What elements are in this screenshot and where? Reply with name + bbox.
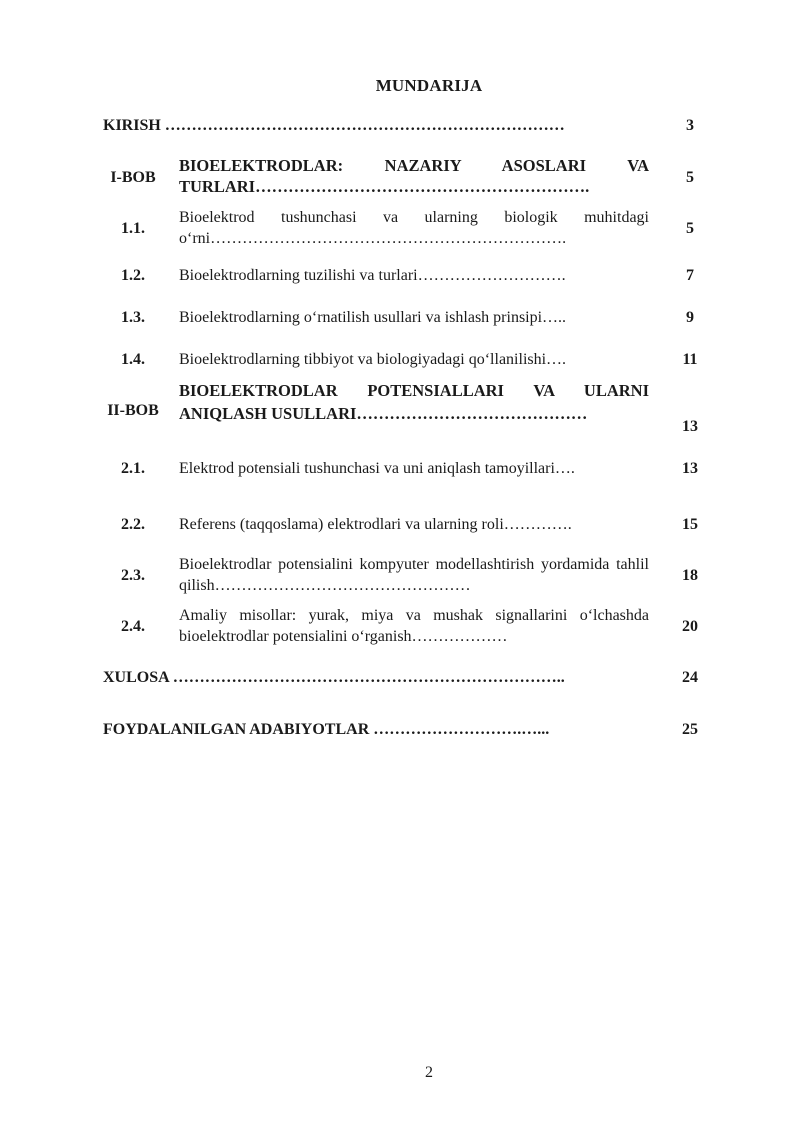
toc-entry-page: 13	[682, 418, 698, 435]
toc-entry-text: Referens (taqqoslama) elektrodlari va ularning roli………….	[179, 516, 572, 533]
toc-entry-page: 7	[686, 267, 694, 284]
toc-entry-text: BIOELEKTRODLAR POTENSIALLARI VA ULARNI ANIQLASH USULLARI……………………………………	[179, 381, 649, 423]
toc-entry-text: Amaliy misollar: yurak, miya va mushak signallarini o‘lchashda bioelektrodlar potensialini o‘rganish………………	[179, 607, 649, 645]
page-number: 2	[425, 1064, 433, 1081]
toc-entry-number: 1.2.	[121, 267, 145, 284]
toc-entry-page: 15	[682, 516, 698, 533]
toc-entry-page: 5	[686, 169, 694, 186]
toc-entry-page: 24	[682, 669, 698, 686]
toc-entry-number: 1.1.	[121, 220, 145, 237]
toc-entry-text: Bioelektrodlarning tuzilishi va turlari……………………….	[179, 267, 566, 284]
toc-entry-number: 1.3.	[121, 309, 145, 326]
toc-entry-page: 13	[682, 460, 698, 477]
toc-entry-text: Bioelektrodlarning o‘rnatilish usullari va ishlash prinsipi…..	[179, 309, 567, 326]
toc-entry-text: BIOELEKTRODLAR: NAZARIY ASOSLARI VA TURLARI…………………………………………………….	[179, 156, 649, 196]
toc-entry-page: 20	[682, 618, 698, 635]
toc-entry-number: 2.1.	[121, 460, 145, 477]
toc-entry-number: 2.3.	[121, 567, 145, 584]
toc-entry-text: Elektrod potensiali tushunchasi va uni aniqlash tamoyillari….	[179, 460, 575, 477]
toc-entry-text: XULOSA ………………………………………………………………..	[103, 669, 565, 686]
toc-entry-page: 18	[682, 567, 698, 584]
toc-entry-text: KIRISH …………………………………………………………………	[103, 117, 565, 134]
toc-entry-number: 1.4.	[121, 351, 145, 368]
toc-entry-page: 3	[686, 117, 694, 134]
toc-entry-text: FOYDALANILGAN ADABIYOTLAR ……………………….…...	[103, 721, 550, 738]
toc-entry-page: 25	[682, 721, 698, 738]
toc-entry-text: Bioelektrod tushunchasi va ularning biologik muhitdagi o‘rni………………………………………………………….	[179, 209, 649, 247]
toc-entry-page: 11	[682, 351, 698, 368]
toc-entry-text: Bioelektrodlarning tibbiyot va biologiyadagi qo‘llanilishi….	[179, 351, 567, 368]
toc-entry-number: 2.4.	[121, 618, 145, 635]
toc-entry-text: Bioelektrodlar potensialini kompyuter modellashtirish yordamida tahlil qilish…………………………………………	[179, 556, 649, 594]
page-title: MUNDARIJA	[375, 76, 483, 95]
toc-entry-number: II-BOB	[107, 402, 159, 419]
toc-entry-page: 9	[686, 309, 694, 326]
toc-entry-number: I-BOB	[110, 169, 156, 186]
toc-entry-number: 2.2.	[121, 516, 145, 533]
toc-entry-page: 5	[686, 220, 694, 237]
